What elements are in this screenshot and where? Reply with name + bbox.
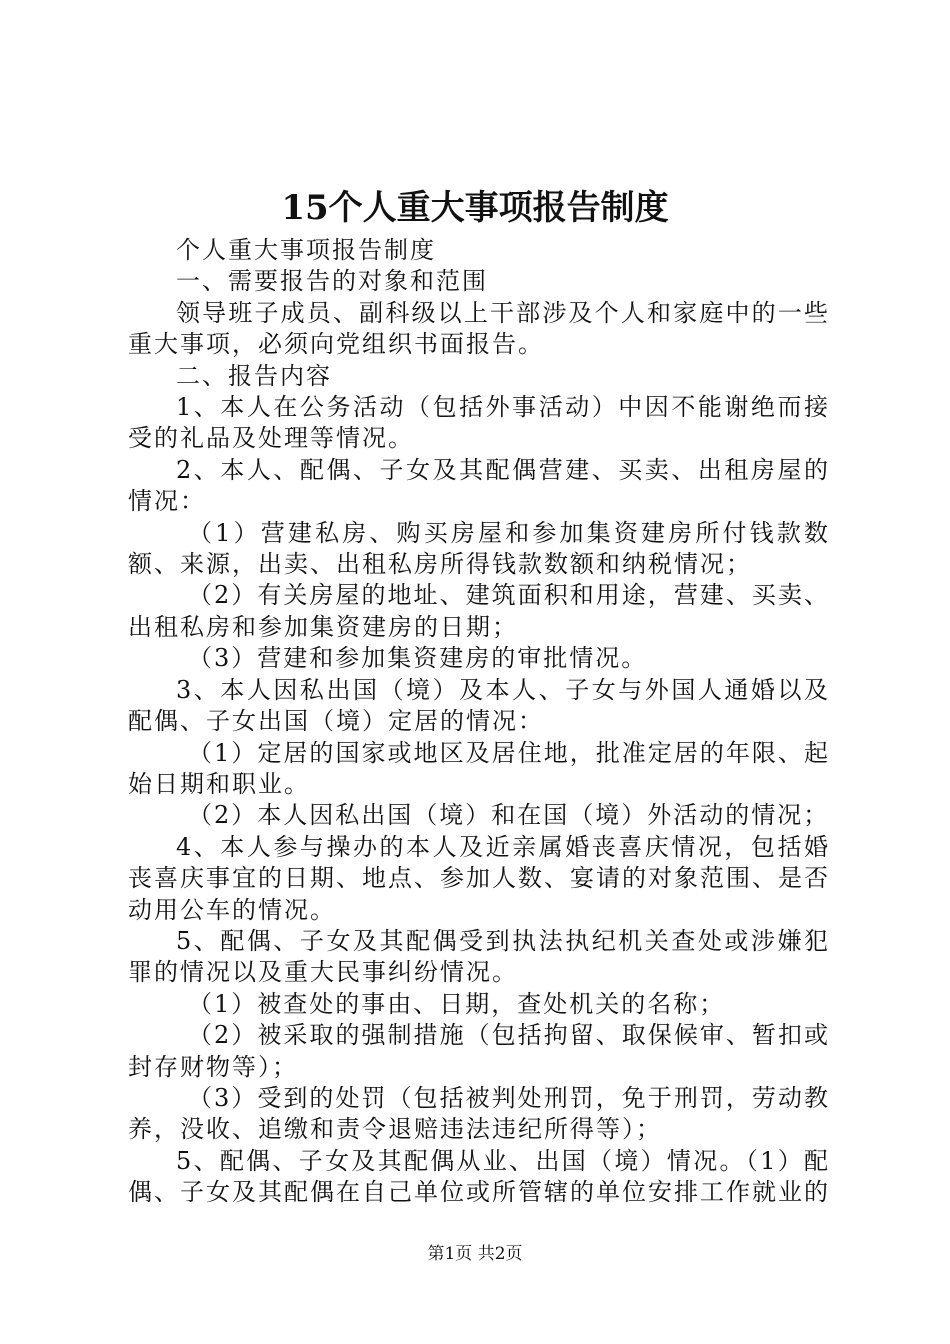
paragraph-item-5b: 5、配偶、子女及其配偶从业、出国（境）情况。（1）配偶、子女及其配偶在自己单位或所管辖的单位安排工作就业的 — [128, 1146, 830, 1207]
paragraph-item-3-sub-1: （1）定居的国家或地区及居住地，批准定居的年限、起始日期和职业。 — [128, 738, 830, 798]
page-footer: 第1页 共2页 — [427, 1244, 523, 1264]
paragraph-item-2-sub-3: （3）营建和参加集资建房的审批情况。 — [188, 644, 648, 673]
paragraph-item-5-sub-3: （3）受到的处罚（包括被判处刑罚，免于刑罚，劳动教养，没收、追缴和责令退赔违法违纪所得等）； — [128, 1083, 830, 1144]
paragraph-section-2-heading: 二、报告内容 — [176, 361, 332, 390]
paragraph-item-2-sub-2: （2）有关房屋的地址、建筑面积和用途，营建、买卖、出租私房和参加集资建房的日期； — [128, 581, 830, 641]
paragraph-item-2-sub-1: （1）营建私房、购买房屋和参加集资建房所付钱款数额、来源，出卖、出租私房所得钱款数额和纳税情况； — [128, 518, 830, 579]
paragraph-item-5-sub-2: （2）被采取的强制措施（包括拘留、取保候审、暂扣或封存财物等）； — [128, 1021, 830, 1081]
paragraph-item-1: 1、本人在公务活动（包括外事活动）中因不能谢绝而接受的礼品及处理等情况。 — [128, 393, 830, 453]
document-title: 15个人重大事项报告制度 — [281, 188, 669, 228]
paragraph-section-1-heading: 一、需要报告的对象和范围 — [176, 267, 488, 296]
paragraph-item-2: 2、本人、配偶、子女及其配偶营建、买卖、出租房屋的情况： — [128, 455, 830, 516]
paragraph-subtitle: 个人重大事项报告制度 — [176, 236, 436, 264]
paragraph-item-3: 3、本人因私出国（境）及本人、子女与外国人通婚以及配偶、子女出国（境）定居的情况： — [128, 675, 830, 736]
document-body — [128, 235, 830, 1209]
paragraph-scope: 领导班子成员、副科级以上干部涉及个人和家庭中的一些重大事项，必须向党组织书面报告。 — [128, 298, 830, 359]
paragraph-item-3-sub-2: （2）本人因私出国（境）和在国（境）外活动的情况； — [188, 801, 830, 830]
paragraph-item-5-sub-1: （1）被查处的事由、日期，查处机关的名称； — [188, 989, 726, 1018]
paragraph-item-4: 4、本人参与操办的本人及近亲属婚丧喜庆情况，包括婚丧喜庆事宜的日期、地点、参加人数、宴请的对象范围、是否动用公车的情况。 — [128, 832, 830, 924]
paragraph-item-5: 5、配偶、子女及其配偶受到执法执纪机关查处或涉嫌犯罪的情况以及重大民事纠纷情况。 — [128, 926, 830, 987]
